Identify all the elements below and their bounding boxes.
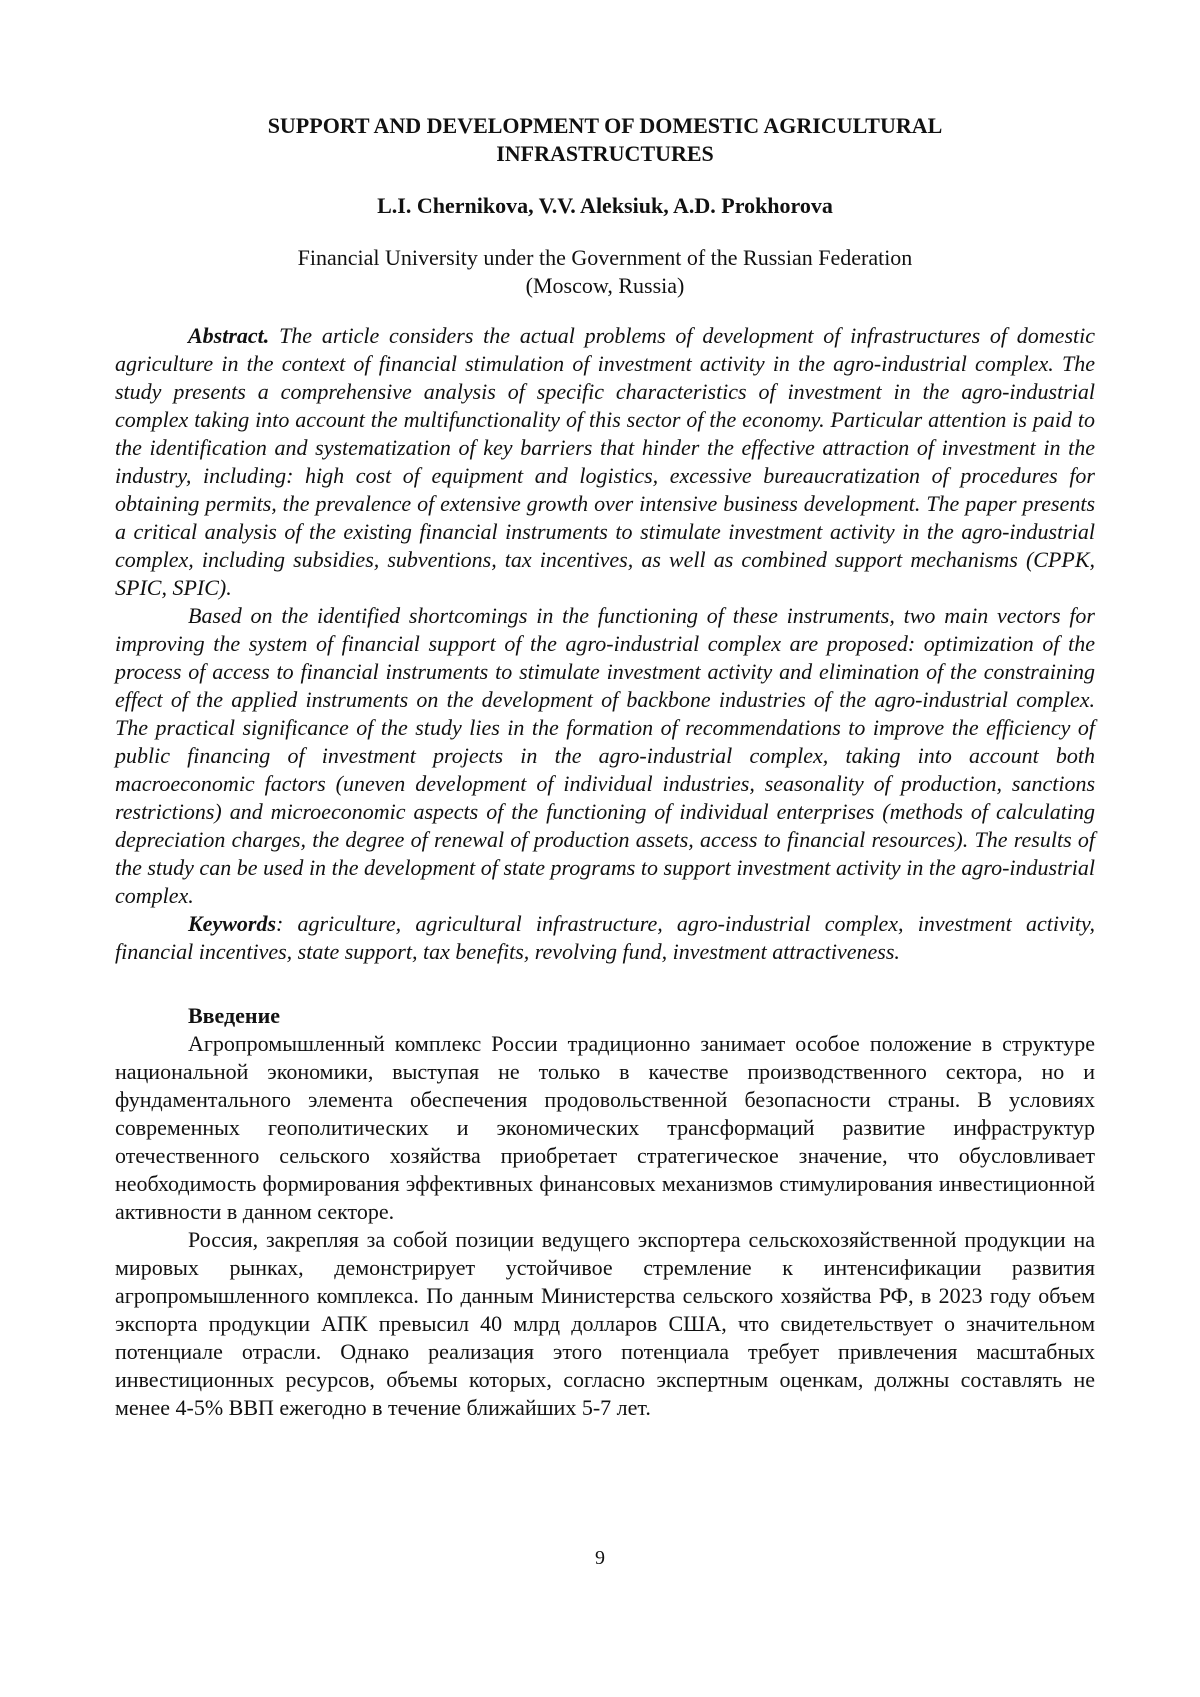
abstract bbox=[115, 322, 1095, 966]
section-heading-introduction: Введение bbox=[188, 1003, 281, 1028]
affiliation-line-1: Financial University under the Government of the Russian Federation bbox=[297, 245, 913, 270]
affiliation-line-2: (Moscow, Russia) bbox=[525, 273, 685, 298]
keywords-text: : agriculture, agricultural infrastructure, agro-industrial complex, investment activity, financial incentives, state support, tax benefits, revolving fund, investment attractiveness. bbox=[115, 911, 1095, 964]
abstract-paragraph-1 bbox=[115, 322, 1095, 602]
paper-title bbox=[115, 112, 1095, 168]
keywords-label: Keywords bbox=[188, 911, 276, 936]
page-number: 9 bbox=[595, 1547, 605, 1569]
title-line-2: INFRASTRUCTURES bbox=[496, 141, 714, 166]
abstract-paragraph-2: Based on the identified shortcomings in the functioning of these instruments, two main vectors for improving the system of financial support of the agro-industrial complex are proposed: optimization of the process of access to financial instruments to stimulate investment activity and elimination of the constraining effect of the applied instruments on the development of backbone industries of the agro-industrial complex. The practical significance of the study lies in the formation of recommendations to improve the efficiency of public financing of investment projects in the agro-industrial complex, taking into account both macroeconomic factors (uneven development of individual industries, seasonality of production, sanctions restrictions) and microeconomic aspects of the functioning of individual enterprises (methods of calculating depreciation charges, the degree of renewal of production assets, access to financial resources). The results of the study can be used in the development of state programs to support investment activity in the agro-industrial complex. bbox=[115, 603, 1095, 908]
body-paragraph: Агропромышленный комплекс России традиционно занимает особое положение в структуре национальной экономики, выступая не только в качестве производственного сектора, но и фундаментального элемента обеспечения продовольственной безопасности страны. В условиях современных геополитических и экономических трансформаций развитие инфраструктур отечественного сельского хозяйства приобретает стратегическое значение, что обусловливает необходимость формирования эффективных финансовых механизмов стимулирования инвестиционной активности в данном секторе. bbox=[115, 1031, 1095, 1224]
page-content bbox=[115, 112, 1095, 1422]
keywords bbox=[115, 910, 1095, 966]
affiliation bbox=[115, 244, 1095, 300]
abstract-text-1: The article considers the actual problems of development of infrastructures of domestic agriculture in the context of financial stimulation of investment activity in the agro-industrial complex. The study presents a comprehensive analysis of specific characteristics of investment in the agro-industrial complex taking into account the multifunctionality of this sector of the economy. Particular attention is paid to the identification and systematization of key barriers that hinder the effective attraction of investment in the industry, including: high cost of equipment and logistics, excessive bureaucratization of procedures for obtaining permits, the prevalence of extensive growth over intensive business development. The paper presents a critical analysis of the existing financial instruments to stimulate investment activity in the agro-industrial complex, including subsidies, subventions, tax incentives, as well as combined support mechanisms (CPPK, SPIC, SPIC). bbox=[115, 323, 1095, 600]
body-paragraph: Россия, закрепляя за собой позиции ведущего экспортера сельскохозяйственной продукции на мировых рынках, демонстрирует устойчивое стремление к интенсификации развития агропромышленного комплекса. По данным Министерства сельского хозяйства РФ, в 2023 году объем экспорта продукции АПК превысил 40 млрд долларов США, что свидетельствует о значительном потенциале отрасли. Однако реализация этого потенциала требует привлечения масштабных инвестиционных ресурсов, объемы которых, согласно экспертным оценкам, должны составлять не менее 4-5% ВВП ежегодно в течение ближайших 5-7 лет. bbox=[115, 1227, 1095, 1420]
abstract-label: Abstract. bbox=[188, 323, 270, 348]
title-line-1: SUPPORT AND DEVELOPMENT OF DOMESTIC AGRICULTURAL bbox=[267, 113, 943, 138]
introduction-body bbox=[115, 1030, 1095, 1422]
authors: L.I. Chernikova, V.V. Aleksiuk, A.D. Prokhorova bbox=[377, 193, 833, 218]
